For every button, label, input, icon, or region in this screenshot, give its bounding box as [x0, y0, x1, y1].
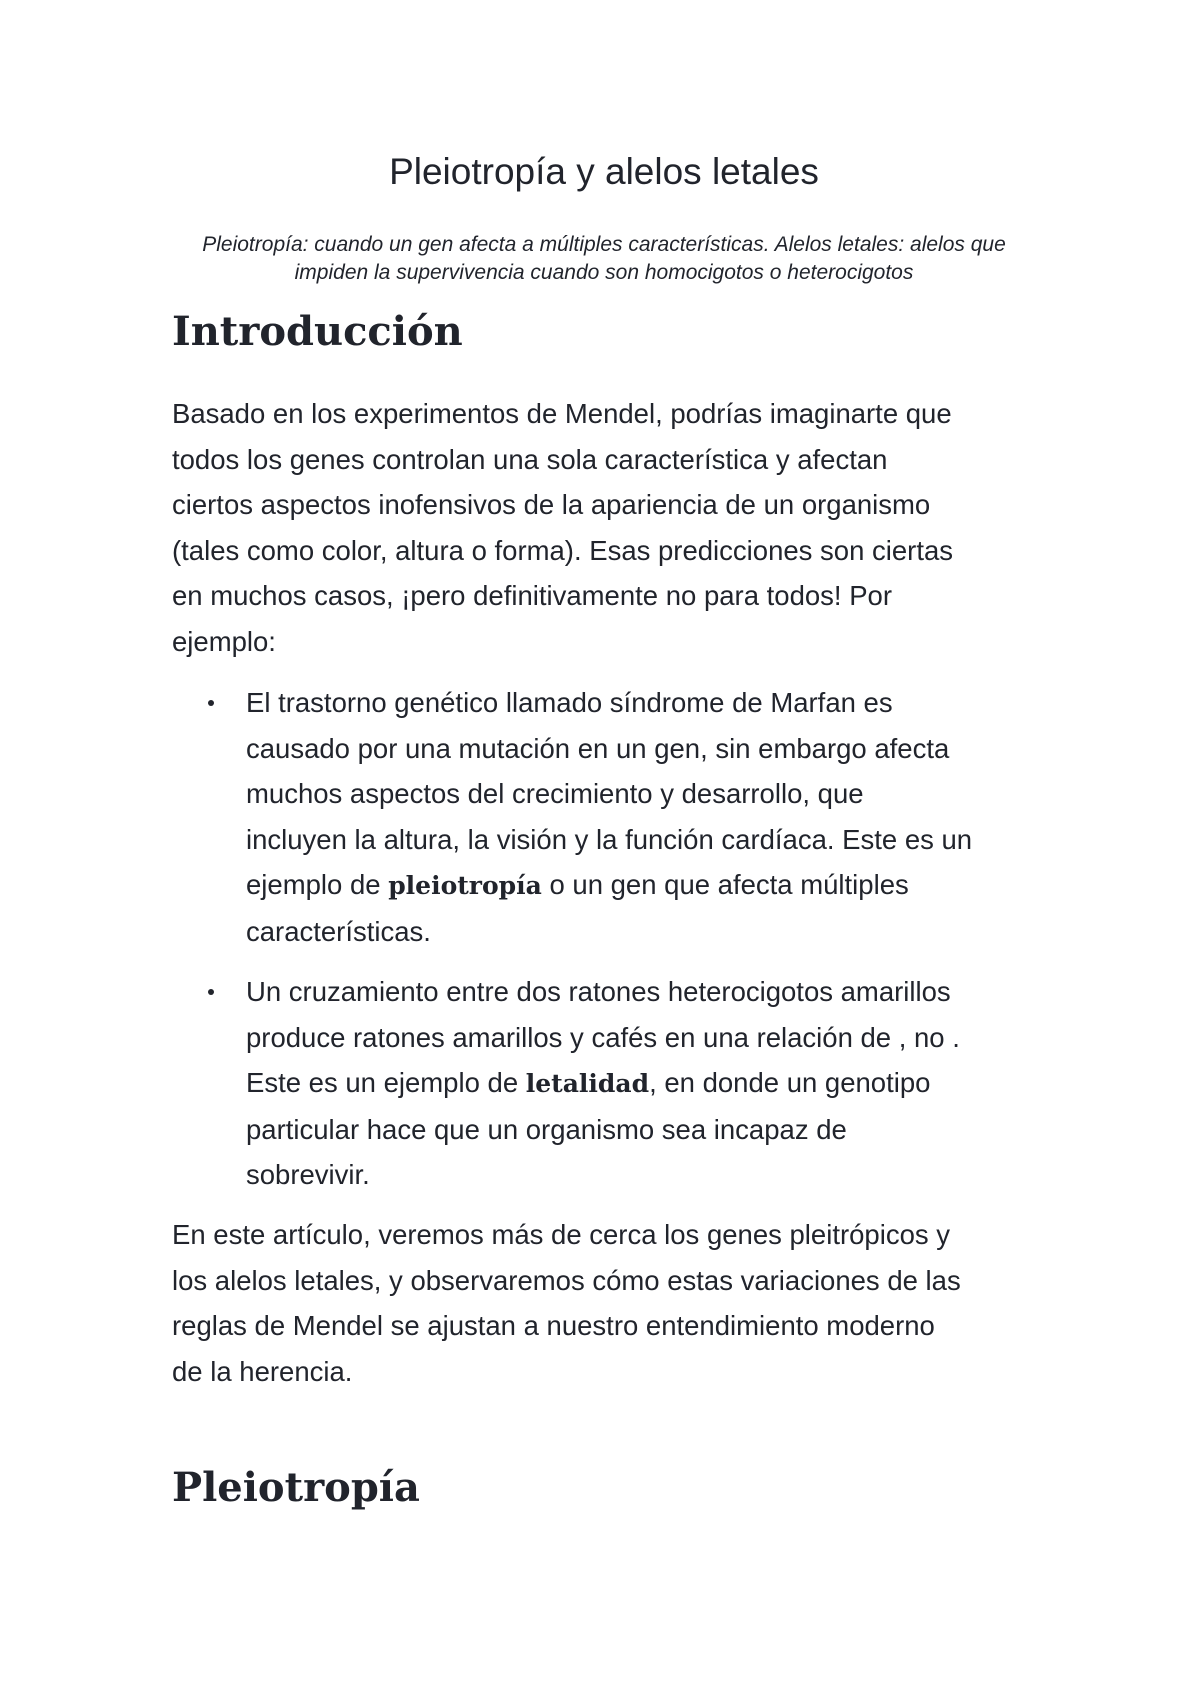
- paragraph-line: (tales como color, altura o forma). Esas predicciones son ciertas: [172, 534, 954, 566]
- list-item-line: sobrevivir.: [246, 1159, 370, 1190]
- section-heading-pleiotropia: Pleiotropía: [172, 1464, 420, 1511]
- list-item-ratones: [172, 969, 1036, 1198]
- paragraph-line: reglas de Mendel se ajustan a nuestro entendimiento moderno: [172, 1310, 935, 1341]
- text-run: Este es un ejemplo de: [246, 1067, 526, 1098]
- subtitle-line: impiden la supervivencia cuando son homocigotos o heterocigotos: [294, 261, 914, 284]
- bullet-icon: [208, 700, 214, 706]
- paragraph-line: Basado en los experimentos de Mendel, podrías imaginarte que: [172, 398, 952, 429]
- section-heading-introduccion: Introducción: [172, 308, 463, 355]
- term-letalidad: letalidad: [525, 1069, 650, 1098]
- list-item-marfan: [172, 680, 1036, 954]
- paragraph-line: ciertos aspectos inofensivos de la apariencia de un organismo: [172, 489, 931, 520]
- subtitle-line: Pleiotropía: cuando un gen afecta a múltiples características. Alelos letales: alelos que: [202, 233, 1006, 256]
- paragraph-line: de la herencia.: [172, 1355, 353, 1387]
- subtitle: [172, 231, 1036, 287]
- list-item-line: El trastorno genético llamado síndrome de Marfan es: [246, 687, 893, 718]
- paragraph-line: En este artículo, veremos más de cerca los genes pleitrópicos y: [172, 1219, 951, 1250]
- intro-paragraph: [172, 391, 1036, 664]
- text-run: , en donde un genotipo: [649, 1067, 931, 1098]
- bullet-icon: [208, 989, 214, 995]
- closing-paragraph: [172, 1212, 1036, 1394]
- list-item-line: produce ratones amarillos y cafés en una relación de , no .: [246, 1021, 960, 1053]
- paragraph-line: los alelos letales, y observaremos cómo estas variaciones de las: [172, 1264, 961, 1296]
- paragraph-line: ejemplo:: [172, 625, 276, 657]
- list-item-line: Un cruzamiento entre dos ratones heterocigotos amarillos: [246, 976, 951, 1007]
- page-title: Pleiotropía y alelos letales: [389, 151, 819, 192]
- list-item-line: incluyen la altura, la visión y la función cardíaca. Este es un: [246, 823, 973, 855]
- list-item-line: muchos aspectos del crecimiento y desarrollo, que: [246, 778, 864, 809]
- paragraph-line: todos los genes controlan una sola característica y afectan: [172, 443, 888, 475]
- list-item-line: características.: [246, 915, 431, 947]
- text-run: ejemplo de: [246, 869, 389, 900]
- list-item-line: [246, 1060, 1036, 1107]
- list-item-line: causado por una mutación en un gen, sin embargo afecta: [246, 732, 950, 764]
- text-run: o un gen que afecta múltiples: [541, 869, 909, 900]
- list-item-line: [246, 862, 1036, 909]
- term-pleiotropia: pleiotropía: [388, 871, 542, 900]
- examples-list: [172, 680, 1036, 1198]
- list-item-line: particular hace que un organismo sea incapaz de: [246, 1113, 847, 1145]
- paragraph-line: en muchos casos, ¡pero definitivamente no para todos! Por: [172, 580, 892, 611]
